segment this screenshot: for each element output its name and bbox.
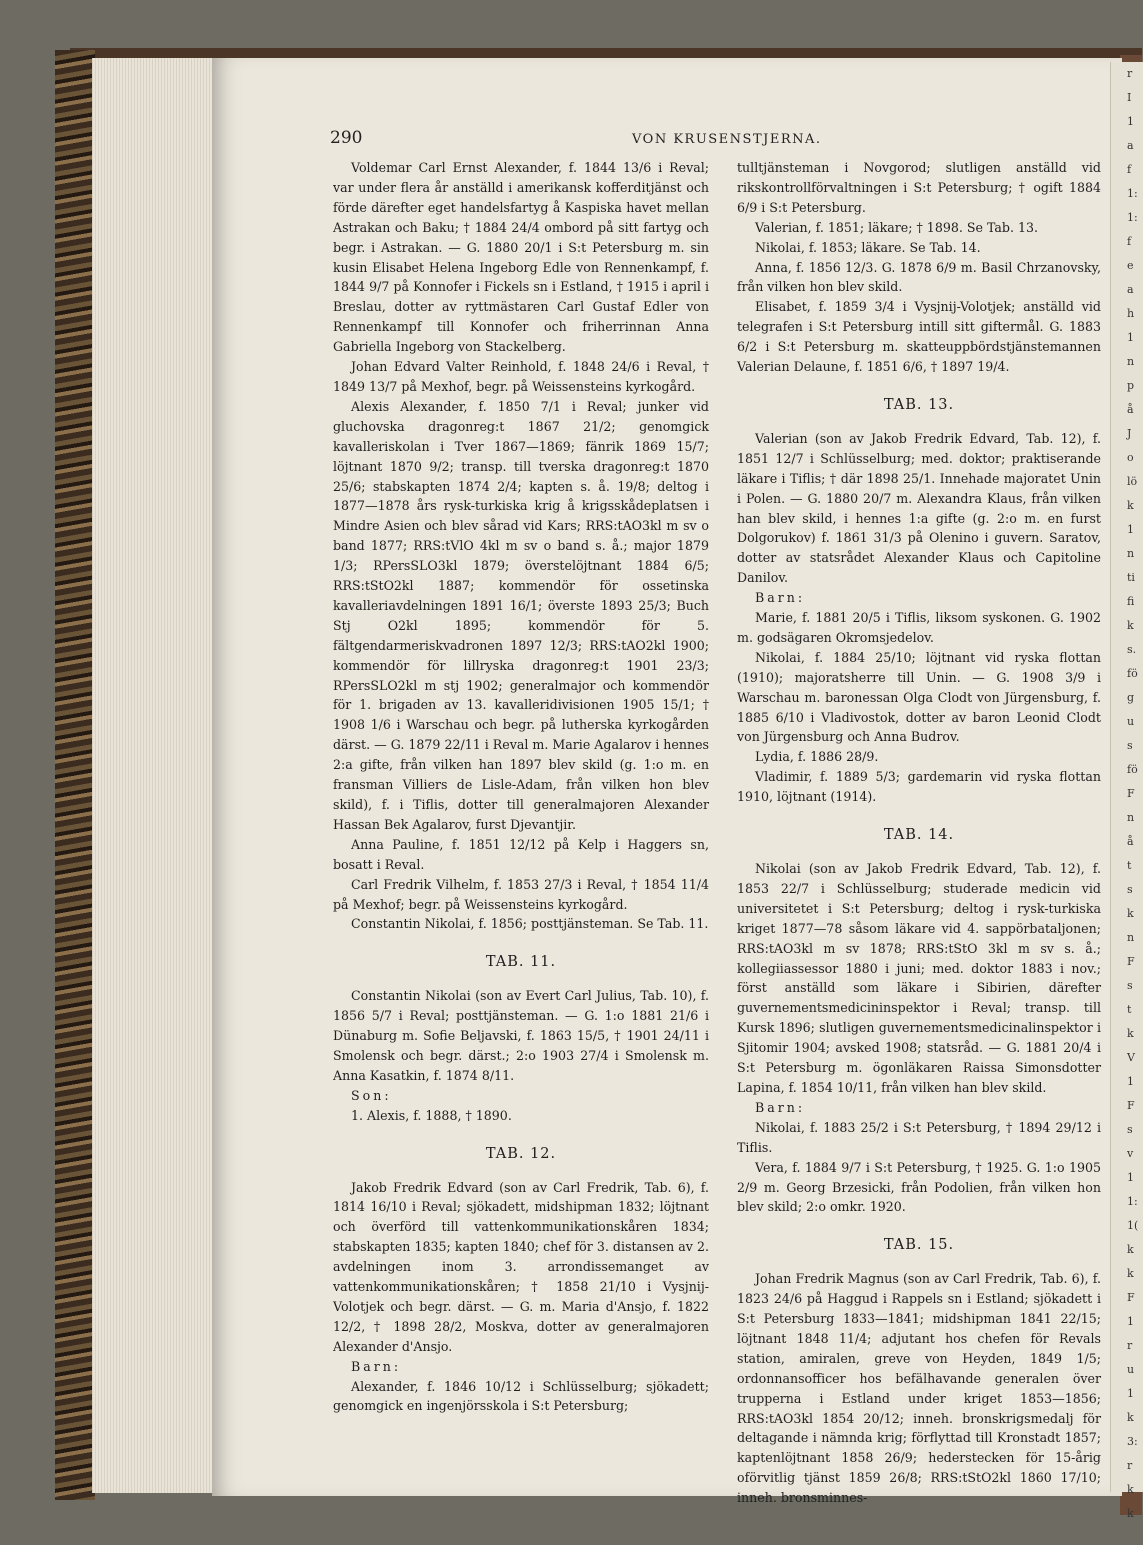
margin-fragment: k xyxy=(1127,499,1134,512)
margin-fragment: r xyxy=(1127,1459,1133,1472)
entry-paragraph: Valerian (son av Jakob Fredrik Edvard, Tab. 12), f. 1851 12/7 i Schlüsselburg; med. doktor; praktiserande läkare i Tiflis; † där 1898 25/1. Innehade majoratet Unin i Polen. — G. 1880 20/7 m. Alexandra Klaus, från vilken han blev skild, i hennes 1:a gifte (g. 2:o m. en furst Dolgorukov) f. 1861 31/3 på Olenino i guvern. Saratov, dotter av statsrådet Alexander Klaus och Capitoline Danilov. xyxy=(737,430,1101,586)
margin-fragment: k xyxy=(1127,1507,1134,1520)
children-heading: Barn: xyxy=(755,590,806,606)
children-heading: Barn: xyxy=(755,1099,806,1115)
entry-paragraph: Nikolai, f. 1853; läkare. Se Tab. 14. xyxy=(755,239,981,255)
entry-paragraph: Valerian, f. 1851; läkare; † 1898. Se Tab. 13. xyxy=(755,219,1038,235)
margin-fragment: u xyxy=(1127,1363,1135,1376)
margin-fragment: n xyxy=(1127,811,1135,824)
margin-fragment: h xyxy=(1127,307,1135,320)
margin-fragment: s xyxy=(1127,883,1133,896)
entry-paragraph: Elisabet, f. 1859 3/4 i Vysjnij-Volotjek; anställd vid telegrafen i S:t Petersburg intill sitt giftermål. G. 1883 6/2 i S:t Petersburg m. skatteuppbördstjänstemannen Valerian Delaune, f. 1851 6/6, † 1897 19/4. xyxy=(737,299,1101,375)
margin-fragment: fö xyxy=(1127,763,1138,776)
margin-fragment: g xyxy=(1127,691,1135,704)
margin-fragment: I xyxy=(1127,91,1132,104)
margin-fragment: 1 xyxy=(1127,115,1134,128)
page-number: 290 xyxy=(330,128,363,148)
margin-fragment: å xyxy=(1127,403,1134,416)
margin-fragment: o xyxy=(1127,451,1134,464)
entry-paragraph: Alexander, f. 1846 10/12 i Schlüsselburg; sjökadett; genomgick en ingenjörsskola i S:t Petersburg; xyxy=(333,1378,709,1414)
margin-fragment: F xyxy=(1127,1099,1135,1112)
margin-fragment: s xyxy=(1127,979,1133,992)
margin-fragment: J xyxy=(1127,427,1132,440)
table-heading: TAB. 11. xyxy=(485,954,557,971)
page-stack-edges xyxy=(92,58,222,1493)
entry-paragraph: Vera, f. 1884 9/7 i S:t Petersburg, † 1925. G. 1:o 1905 2/9 m. Georg Brzesicki, från Podolien, från vilken hon blev skild; 2:o omkr. 1920. xyxy=(737,1159,1101,1215)
entry-paragraph: Nikolai, f. 1883 25/2 i S:t Petersburg, † 1894 29/12 i Tiflis. xyxy=(737,1119,1101,1155)
margin-fragment: k xyxy=(1127,1267,1134,1280)
entry-paragraph: 1. Alexis, f. 1888, † 1890. xyxy=(351,1107,512,1123)
right-column xyxy=(737,158,1101,1508)
margin-fragment: u xyxy=(1127,715,1135,728)
margin-fragment: e xyxy=(1127,259,1134,272)
entry-paragraph: Carl Fredrik Vilhelm, f. 1853 27/3 i Reval, † 1854 11/4 på Mexhof; begr. på Weissensteins kyrkogård. xyxy=(333,876,709,912)
margin-fragment: p xyxy=(1127,379,1135,392)
book-spine-marbled xyxy=(55,50,95,1500)
margin-fragment: k xyxy=(1127,1027,1134,1040)
margin-fragment: å xyxy=(1127,835,1134,848)
margin-fragment: k xyxy=(1127,1483,1134,1496)
margin-fragment: a xyxy=(1127,283,1134,296)
margin-fragment: a xyxy=(1127,139,1134,152)
entry-paragraph: Constantin Nikolai (son av Evert Carl Julius, Tab. 10), f. 1856 5/7 i Reval; posttjänsteman. — G. 1:o 1881 21/6 i Dünaburg m. Sofie Beljavski, f. 1863 15/5, † 1901 24/11 i Smolensk och begr. därst.; 2:o 1903 27/4 i Smolensk m. Anna Kasatkin, f. 1874 8/11. xyxy=(333,988,709,1083)
margin-fragment: k xyxy=(1127,1243,1134,1256)
table-heading: TAB. 12. xyxy=(485,1145,557,1162)
running-head: VON KRUSENSTJERNA. xyxy=(632,132,822,147)
children-heading: Barn: xyxy=(351,1358,402,1374)
entry-paragraph: Alexis Alexander, f. 1850 7/1 i Reval; junker vid gluchovska dragonreg:t 1867 21/2; genomgick kavalleriskolan i Tver 1867—1869; fänrik 1869 15/7; löjtnant 1870 9/2; transp. till tverska dragonreg:t 1870 25/6; stabskapten 1874 2/4; kapten s. å. 19/8; deltog i 1877—1878 års rysk-turkiska krig å krigsskådeplatsen i Mindre Asien och blev sårad vid Kars; RRS:tAO3kl m sv o band 1877; RRS:tVlO 4kl m sv o band s. å.; major 1879 1/3; RPersSLO3kl 1879; överstelöjtnant 1884 6/5; RRS:tStO2kl 1887; kommendör för ossetinska kavalleriavdelningen 1891 16/1; överste 1893 25/3; Buch Stj O2kl 1895; kommendör för 5. fältgendarmeriskvadronen 1897 12/3; RRS:tAO2kl 1900; kommendör för lillryska dragonreg:t 1901 23/3; RPersSLO2kl m stj 1902; generalmajor och kommendör för 1. brigaden av 13. kavalleridivisionen 1905 15/1; † 1908 1/6 i Warschau och begr. på lutherska kyrkogården därst. — G. 1879 22/11 i Reval m. Marie Agalarov i hennes 2:a gifte, från vilken han 1897 blev skild (g. 1:o m. en fransman Villiers de Lisle-Adam, från vilken hon blev skild), f. i Tiflis, dotter till generalmajoren Alexander Hassan Bek Agalarov, furst Djevantjir. xyxy=(333,398,709,832)
margin-fragment: n xyxy=(1127,931,1135,944)
margin-fragment: 1: xyxy=(1127,1195,1138,1208)
margin-fragment: 1 xyxy=(1127,1315,1134,1328)
margin-fragment: 1( xyxy=(1127,1219,1139,1232)
margin-fragment: 1 xyxy=(1127,523,1134,536)
entry-paragraph: Constantin Nikolai, f. 1856; posttjänsteman. Se Tab. 11. xyxy=(351,916,709,932)
margin-fragment: 1 xyxy=(1127,1171,1134,1184)
entry-paragraph: Nikolai (son av Jakob Fredrik Edvard, Tab. 12), f. 1853 22/7 i Schlüsselburg; studerade medicin vid universitetet i S:t Petersburg; deltog i rysk-turkiska kriget 1877—78 såsom läkare vid 4. sappörbataljonen; RRS:tAO3kl m sv 1878; RRS:tStO 3kl m sv s. å.; kollegiiassessor 1880 i juni; med. doktor 1883 i nov.; först anställd som läkare i Sibirien, därefter guvernementsmedicininspektor i Reval; transp. till Kursk 1896; slutligen guvernementsmedicinalinspektor i Sjitomir 1904; avsked 1908; statsråd. — G. 1881 20/4 i S:t Petersburg m. ögonläkaren Raissa Simonsdotter Lapina, f. 1854 10/11, från vilken han blev skild. xyxy=(737,861,1101,1095)
margin-fragment: lö xyxy=(1127,475,1138,488)
entry-paragraph: Anna, f. 1856 12/3. G. 1878 6/9 m. Basil Chrzanovsky, från vilken hon blev skild. xyxy=(737,259,1101,295)
margin-fragment: 1: xyxy=(1127,211,1138,224)
margin-fragment: f xyxy=(1127,163,1132,176)
margin-fragment: s. xyxy=(1127,643,1137,656)
page-header xyxy=(0,128,1142,152)
entry-paragraph: tulltjänsteman i Novgorod; slutligen anställd vid rikskontrollförvaltningen i S:t Petersburg; † ogift 1884 6/9 i S:t Petersburg. xyxy=(737,160,1101,215)
entry-paragraph: Lydia, f. 1886 28/9. xyxy=(755,749,879,765)
margin-fragment: 3: xyxy=(1127,1435,1138,1448)
entry-paragraph: Johan Fredrik Magnus (son av Carl Fredrik, Tab. 6), f. 1823 24/6 på Haggud i Rappels sn i Estland; sjökadett i S:t Petersburg 1833—1841; midshipman 1841 22/15; löjtnant 1848 11/4; adjutant hos chefen för Revals station, amiralen, greve von Heyden, 1849 1/5; ordonnansofficer hos befälhavande generalen över trupperna i Estland under kriget 1853—1856; RRS:tAO3kl 1854 20/12; inneh. bronskrigsmedalj för deltagande i nämnda krig; förflyttad till Kronstadt 1857; kaptenlöjtnant 1858 26/9; hederstecken för 15-årig oförvitlig tjänst 1859 26/8; RRS:tStO2kl 1860 17/10; inneh. bronsminnes- xyxy=(737,1271,1101,1506)
margin-fragment: V xyxy=(1127,1051,1135,1064)
margin-fragment: fö xyxy=(1127,667,1138,680)
entry-paragraph: Vladimir, f. 1889 5/3; gardemarin vid ryska flottan 1910, löjtnant (1914). xyxy=(737,769,1101,805)
entry-paragraph: Nikolai, f. 1884 25/10; löjtnant vid ryska flottan (1910); majoratsherre till Unin. — G. 1908 3/9 i Warschau m. baronessan Olga Clodt von Jürgensburg, f. 1885 6/10 i Vladivostok, dotter av baron Leonid Clodt von Jürgensburg och Anna Budrov. xyxy=(737,649,1101,745)
margin-fragment: F xyxy=(1127,1291,1135,1304)
entry-paragraph: Anna Pauline, f. 1851 12/12 på Kelp i Haggers sn, bosatt i Reval. xyxy=(333,836,709,872)
margin-fragment: k xyxy=(1127,907,1134,920)
margin-fragment: k xyxy=(1127,1411,1134,1424)
margin-fragment: r xyxy=(1127,1339,1133,1352)
margin-fragment: fi xyxy=(1127,595,1135,608)
margin-fragment: 1: xyxy=(1127,187,1138,200)
entry-paragraph: Voldemar Carl Ernst Alexander, f. 1844 13/6 i Reval; var under flera år anställd i amerikansk kofferditjänst och förde därefter eget handelsfartyg å Kaspiska havet mellan Astrakan och Baku; † 1884 24/4 ombord på sitt fartyg och begr. i Astrakan. — G. 1880 20/1 i S:t Petersburg m. sin kusin Elisabet Helena Ingeborg Edle von Rennenkampf, f. 1844 9/7 på Konnofer i Fickels sn i Estland, † 1915 i april i Breslau, dotter av ryttmästaren Carl Gustaf Edler von Rennenkampf till Konnofer och friherrinnan Anna Gabriella Ingeborg von Stackelberg. xyxy=(333,160,709,355)
entry-paragraph: Jakob Fredrik Edvard (son av Carl Fredrik, Tab. 6), f. 1814 16/10 i Reval; sjökadett, midshipman 1832; löjtnant och överförd till vattenkommunikationskåren 1834; stabskapten 1835; kapten 1840; chef för 3. distansen av 2. avdelningen inom 3. arrondissemanget av vattenkommunikationskåren; † 1858 21/10 i Vysjnij-Volotjek och begr. därst. — G. m. Maria d'Ansjo, f. 1822 12/2, † 1898 28/2, Moskva, dotter av generalmajoren Alexander d'Ansjo. xyxy=(333,1179,709,1354)
margin-fragment: s xyxy=(1127,739,1133,752)
margin-fragment: F xyxy=(1127,787,1135,800)
margin-fragment: n xyxy=(1127,547,1135,560)
margin-fragment: t xyxy=(1127,1003,1132,1016)
margin-fragment: f xyxy=(1127,235,1132,248)
margin-fragment: 1 xyxy=(1127,331,1134,344)
margin-fragment: F xyxy=(1127,955,1135,968)
margin-fragment: n xyxy=(1127,355,1135,368)
facing-page-sliver xyxy=(1110,62,1143,1520)
entry-paragraph: Johan Edvard Valter Reinhold, f. 1848 24/6 i Reval, † 1849 13/7 på Mexhof, begr. på Weissensteins kyrkogård. xyxy=(333,359,709,394)
table-heading: TAB. 15. xyxy=(883,1237,955,1254)
margin-fragment: 1 xyxy=(1127,1387,1134,1400)
entry-paragraph: Marie, f. 1881 20/5 i Tiflis, liksom syskonen. G. 1902 m. godsägaren Okromsjedelov. xyxy=(737,610,1101,645)
left-column xyxy=(333,158,709,1416)
margin-fragment: v xyxy=(1127,1147,1134,1160)
table-heading: TAB. 14. xyxy=(883,827,955,844)
table-heading: TAB. 13. xyxy=(883,396,955,413)
margin-fragment: 1 xyxy=(1127,1075,1134,1088)
margin-fragment: r xyxy=(1127,67,1133,80)
margin-fragment: ti xyxy=(1127,571,1135,584)
children-heading: Son: xyxy=(351,1087,392,1103)
margin-fragment: t xyxy=(1127,859,1132,872)
margin-fragment: s xyxy=(1127,1123,1133,1136)
margin-fragment: k xyxy=(1127,619,1134,632)
